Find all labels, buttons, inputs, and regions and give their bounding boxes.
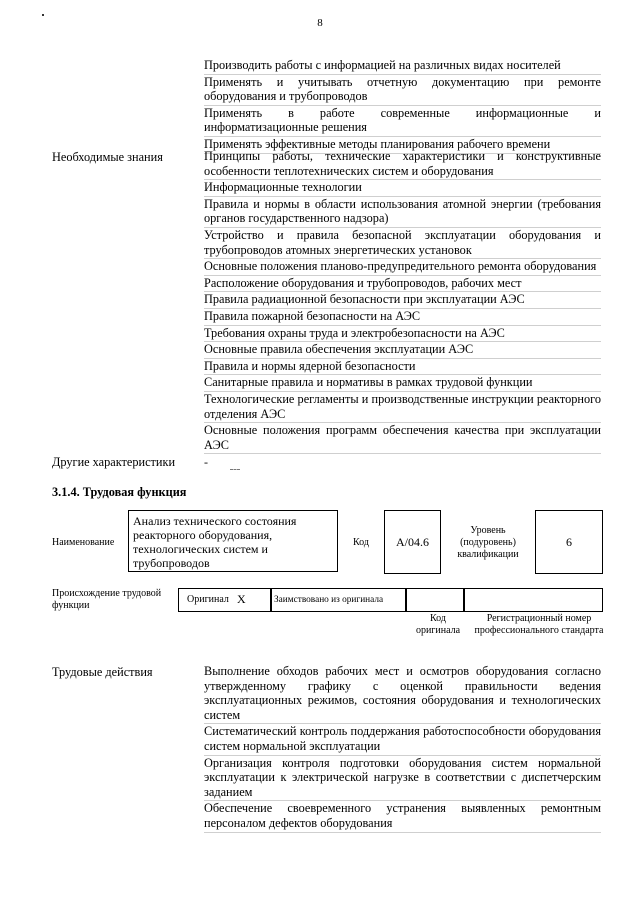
list-item: Расположение оборудования и трубопроводов, рабочих мест	[204, 276, 601, 293]
original-label: Оригинал	[187, 594, 229, 605]
skills-list	[204, 58, 601, 154]
level-label: Уровень (подуровень) квалификации	[457, 525, 519, 560]
other-characteristics-value: -	[204, 455, 208, 469]
other-characteristics-label: Другие характеристики	[52, 455, 176, 469]
list-item: Применять в работе современные информационные и информатизационные решения	[204, 106, 601, 137]
level-box	[535, 510, 603, 574]
list-item: Организация контроля подготовки оборудования систем нормальной эксплуатации к электрической нагрузке в соответствии с диспетчерским заданием	[204, 756, 601, 802]
code-box	[384, 510, 441, 574]
function-name-box	[128, 510, 338, 572]
page-number: 8	[317, 17, 323, 29]
list-item: Правила пожарной безопасности на АЭС	[204, 309, 601, 326]
list-item: Основные правила обеспечения эксплуатации АЭС	[204, 342, 601, 359]
list-item: Устройство и правила безопасной эксплуатации оборудования и трубопроводов атомных энергетических установок	[204, 228, 601, 259]
list-item: Систематический контроль поддержания работоспособности оборудования систем нормальной эксплуатации	[204, 724, 601, 755]
actions-label: Трудовые действия	[52, 665, 153, 679]
list-item: Правила радиационной безопасности при эксплуатации АЭС	[204, 292, 601, 309]
code-label: Код	[353, 537, 369, 548]
list-item: Обеспечение своевременного устранения выявленных ремонтным персоналом дефектов оборудования	[204, 801, 601, 832]
knowledge-label: Необходимые знания	[52, 150, 163, 164]
list-item: Санитарные правила и нормативы в рамках трудовой функции	[204, 375, 601, 392]
origin-label: Происхождение трудовой функции	[52, 588, 162, 611]
list-item: Основные положения планово-предупредительного ремонта оборудования	[204, 259, 601, 276]
list-item: Технологические регламенты и производственные инструкции реакторного отделения АЭС	[204, 392, 601, 423]
divider	[230, 469, 240, 470]
code-value: А/04.6	[396, 535, 429, 549]
original-box	[178, 588, 272, 612]
list-item: Правила и нормы ядерной безопасности	[204, 359, 601, 376]
list-item: Принципы работы, технические характеристики и конструктивные особенности теплотехнических систем и оборудования	[204, 149, 601, 180]
list-item: Применять и учитывать отчетную документацию при ремонте оборудования и трубопроводов	[204, 75, 601, 106]
name-label: Наименование	[52, 537, 115, 548]
list-item: Производить работы с информацией на различных видах носителей	[204, 58, 601, 75]
list-item: Правила и нормы в области использования атомной энергии (требования органов государственного надзора)	[204, 197, 601, 228]
actions-list	[204, 664, 601, 833]
list-item: Информационные технологии	[204, 180, 601, 197]
borrowed-box	[270, 588, 407, 612]
original-code-box	[405, 588, 465, 612]
reg-number-box	[463, 588, 603, 612]
section-title: 3.1.4. Трудовая функция	[52, 485, 187, 499]
borrowed-label: Заимствовано из оригинала	[274, 595, 384, 605]
function-name-value: Анализ технического состояния реакторного оборудования, технологических систем и трубопроводов	[133, 514, 297, 570]
knowledge-list	[204, 149, 601, 454]
list-item: Основные положения программ обеспечения качества при эксплуатации АЭС	[204, 423, 601, 454]
original-mark: X	[237, 592, 246, 606]
level-value: 6	[566, 535, 572, 549]
scan-dot	[42, 14, 44, 16]
reg-caption: Регистрационный номер профессионального стандарта	[474, 613, 604, 636]
list-item: Применять эффективные методы планирования рабочего времени	[204, 137, 601, 154]
list-item: Выполнение обходов рабочих мест и осмотров оборудования согласно утвержденному графику с оценкой правильности ведения эксплуатационных режимов, состояния оборудования и технологических систем	[204, 664, 601, 724]
code-caption: Код оригинала	[415, 613, 461, 636]
list-item: Требования охраны труда и электробезопасности на АЭС	[204, 326, 601, 343]
